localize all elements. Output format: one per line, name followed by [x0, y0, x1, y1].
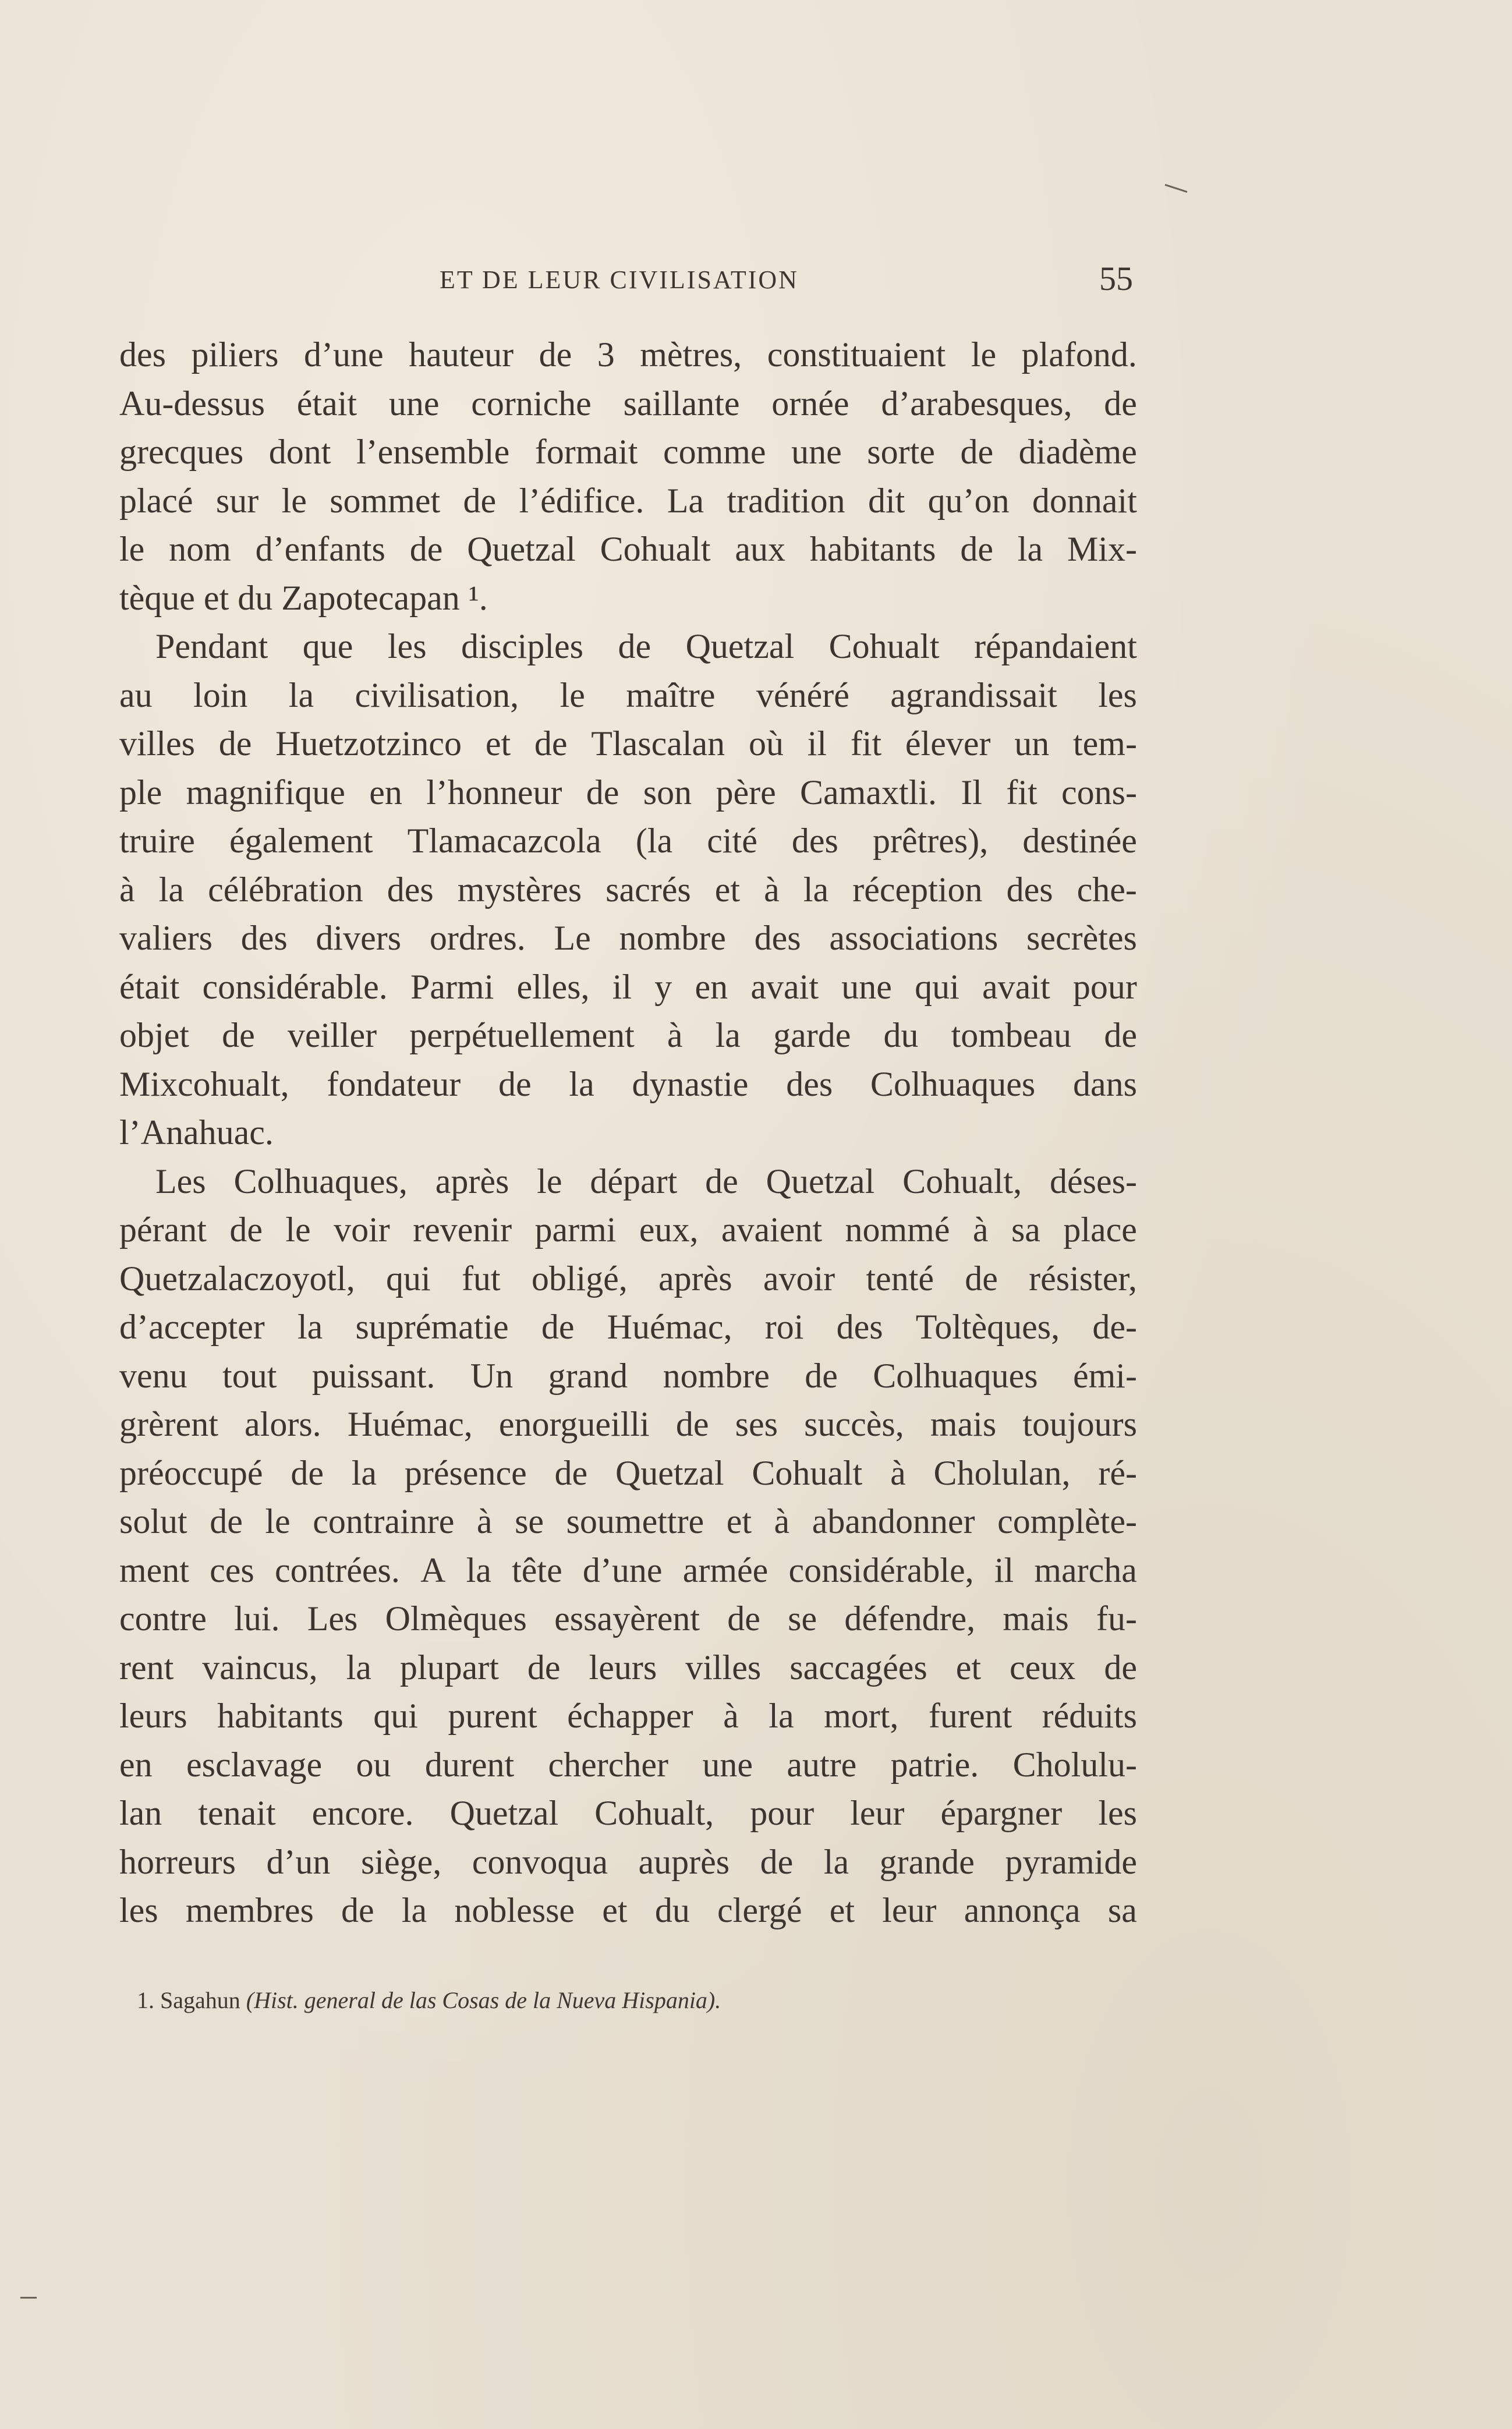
text-line: placé sur le sommet de l’édifice. La tradition dit qu’on donnait: [119, 481, 1137, 520]
text-line: était considérable. Parmi elles, il y en avait une qui avait pour: [119, 967, 1137, 1006]
text-line: contre lui. Les Olmèques essayèrent de se défendre, mais fu-: [119, 1599, 1137, 1638]
text-line: ple magnifique en l’honneur de son père Camaxtli. Il fit cons-: [119, 773, 1137, 812]
text-line: Au-dessus était une corniche saillante ornée d’arabesques, de: [119, 384, 1137, 423]
page-number: 55: [1099, 260, 1133, 298]
paper-blemish: [20, 2297, 37, 2299]
text-line: des piliers d’une hauteur de 3 mètres, constituaient le plafond.: [119, 335, 1137, 374]
text-line: à la célébration des mystères sacrés et à la réception des che-: [119, 870, 1137, 909]
text-line: lan tenait encore. Quetzal Cohualt, pour leur épargner les: [119, 1794, 1137, 1832]
text-line: villes de Huetzotzinco et de Tlascalan où il fit élever un tem-: [119, 724, 1137, 763]
text-line: solut de le contrainre à se soumettre et à abandonner complète-: [119, 1502, 1137, 1541]
text-line: pérant de le voir revenir parmi eux, avaient nommé à sa place: [119, 1210, 1137, 1249]
footnote-number: 1.: [137, 1987, 154, 2013]
text-line: ment ces contrées. A la tête d’une armée considérable, il marcha: [119, 1550, 1137, 1589]
body-text: [119, 331, 1137, 1935]
running-head: ET DE LEUR CIVILISATION: [440, 265, 799, 294]
text-line: venu tout puissant. Un grand nombre de Colhuaques émi-: [119, 1356, 1137, 1395]
footnote: [137, 1987, 721, 2014]
text-line: Pendant que les disciples de Quetzal Cohualt répandaient: [155, 627, 1137, 665]
text-line: les membres de la noblesse et du clergé et leur annonça sa: [119, 1891, 1137, 1929]
text-line: d’accepter la suprématie de Huémac, roi des Toltèques, de-: [119, 1308, 1137, 1346]
text-line: tèque et du Zapotecapan ¹.: [119, 578, 488, 617]
text-line: rent vaincus, la plupart de leurs villes saccagées et ceux de: [119, 1648, 1137, 1687]
text-line: valiers des divers ordres. Le nombre des associations secrètes: [119, 919, 1137, 957]
text-line: grecques dont l’ensemble formait comme une sorte de diadème: [119, 433, 1137, 471]
text-line: objet de veiller perpétuellement à la garde du tombeau de: [119, 1016, 1137, 1054]
footnote-author: Sagahun: [160, 1987, 240, 2013]
text-line: au loin la civilisation, le maître vénéré agrandissait les: [119, 675, 1137, 714]
text-line: Les Colhuaques, après le départ de Quetzal Cohualt, déses-: [155, 1162, 1137, 1201]
text-line: horreurs d’un siège, convoqua auprès de la grande pyramide: [119, 1842, 1137, 1881]
text-line: Quetzalaczoyotl, qui fut obligé, après avoir tenté de résister,: [119, 1259, 1137, 1298]
paper-blemish: [1165, 184, 1188, 193]
footnote-citation: (Hist. general de las Cosas de la Nueva Hispania).: [246, 1987, 721, 2013]
text-line: préoccupé de la présence de Quetzal Cohualt à Cholulan, ré-: [119, 1453, 1137, 1492]
text-line: le nom d’enfants de Quetzal Cohualt aux habitants de la Mix-: [119, 530, 1137, 568]
text-line: grèrent alors. Huémac, enorgueilli de ses succès, mais toujours: [119, 1405, 1137, 1443]
text-line: truire également Tlamacazcola (la cité des prêtres), destinée: [119, 822, 1137, 860]
text-line: Mixcohualt, fondateur de la dynastie des Colhuaques dans: [119, 1064, 1137, 1103]
text-line: l’Anahuac.: [119, 1113, 274, 1152]
text-line: leurs habitants qui purent échapper à la mort, furent réduits: [119, 1697, 1137, 1735]
text-line: en esclavage ou durent chercher une autre patrie. Cholulu-: [119, 1745, 1137, 1784]
